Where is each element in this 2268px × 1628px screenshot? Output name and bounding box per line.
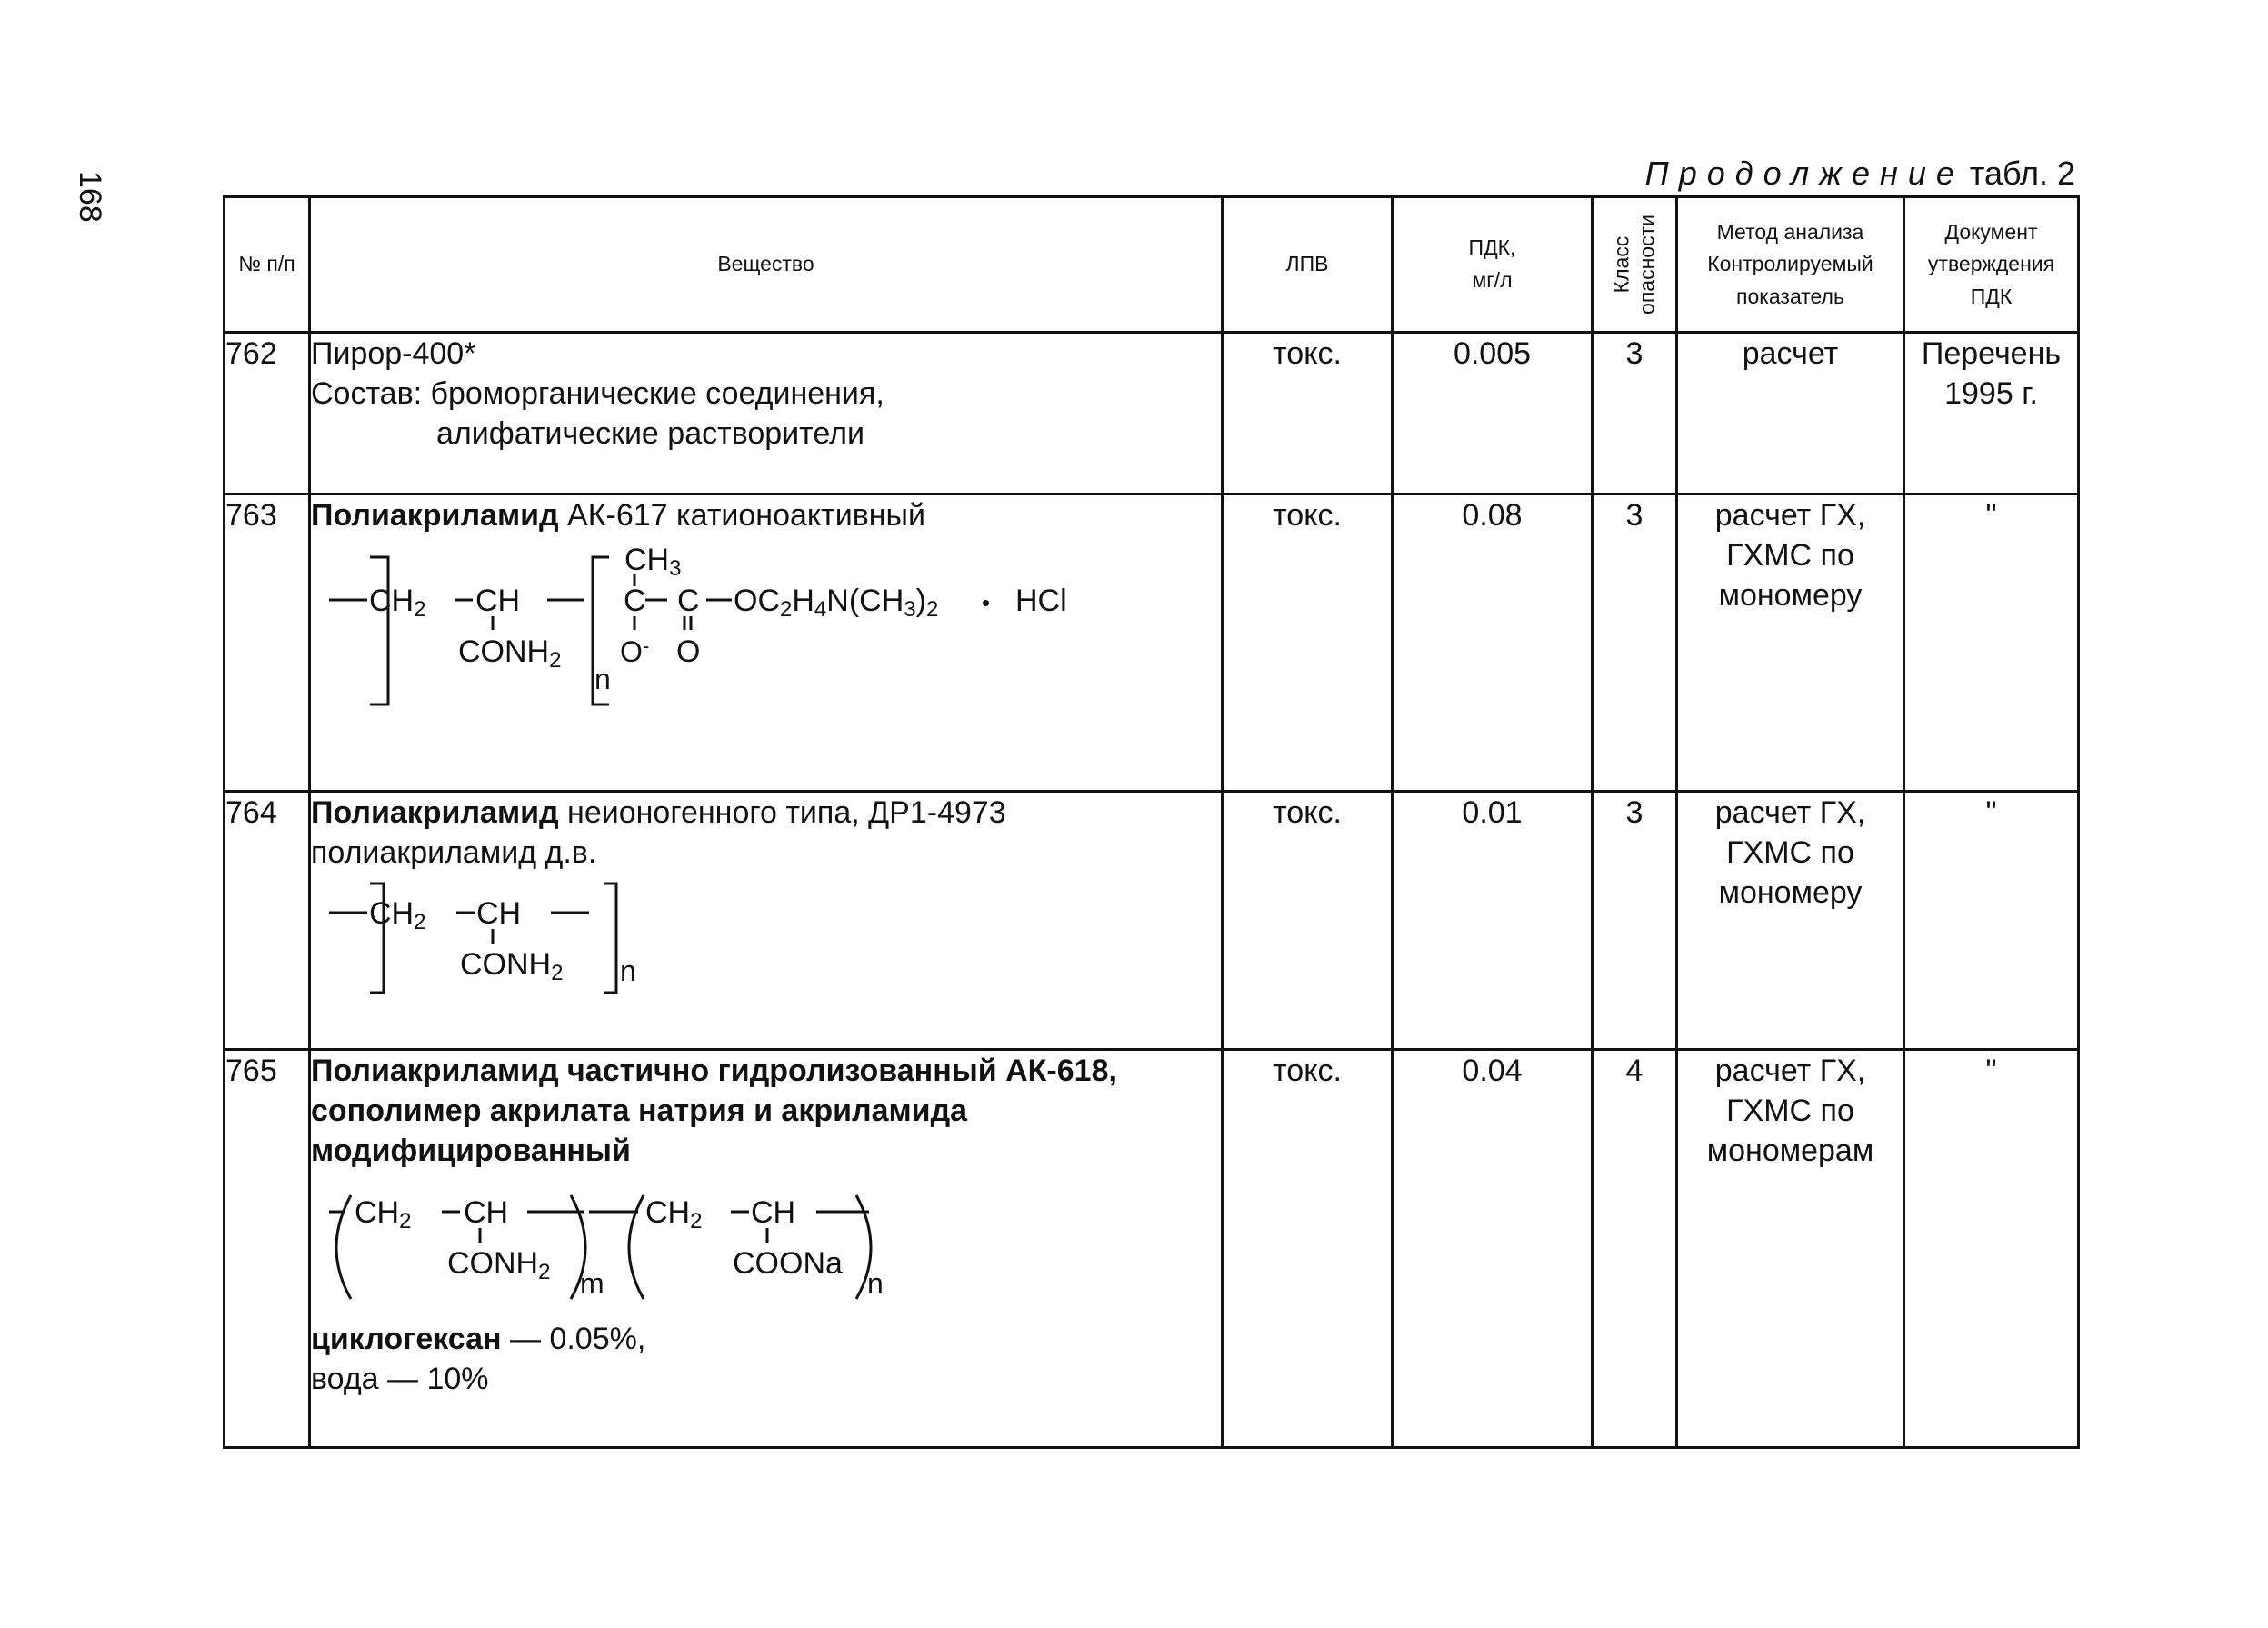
header-method-line2: Контролируемый — [1707, 252, 1873, 276]
formula-coona: COONa — [733, 1245, 843, 1281]
doc-cell: " — [1904, 494, 2079, 792]
substance-cell — [310, 333, 1223, 494]
method-line2: ГХМС по — [1726, 538, 1854, 574]
formula-m: m — [580, 1266, 604, 1300]
doc-cell: " — [1904, 792, 2079, 1050]
formula-conh2: CONH2 — [458, 634, 562, 674]
header-doc-line2: утверждения — [1927, 252, 2055, 276]
lpv-cell: токс. — [1223, 494, 1393, 792]
table-row-763 — [225, 494, 2079, 792]
substance-cell — [310, 792, 1223, 1050]
lpv-cell: токс. — [1223, 792, 1393, 1050]
header-substance: Вещество — [310, 197, 1223, 333]
substance-name-line1: Полиакриламид частично гидролизованный АК-618, — [311, 1054, 1117, 1088]
structural-formula-764 — [311, 876, 765, 1004]
header-doc — [1904, 197, 2079, 333]
substance-composition-line2: алифатические растворители — [436, 416, 864, 452]
header-doc-line3: ПДК — [1970, 284, 2013, 308]
class-cell: 3 — [1593, 792, 1677, 1050]
substance-name-bold: Полиакриламид — [311, 795, 559, 830]
formula-ch2b: CH2 — [645, 1194, 703, 1233]
formula-ch3: CH3 — [624, 543, 682, 582]
header-num: № п/п — [225, 197, 310, 333]
substance-extra1 — [311, 1319, 1221, 1359]
table-header-row — [225, 197, 2079, 333]
continuation-table-ref: табл. 2 — [1969, 155, 2075, 192]
method-cell — [1677, 494, 1904, 792]
method-line1: расчет ГХ, — [1714, 1054, 1866, 1088]
formula-ch2: CH2 — [369, 584, 426, 623]
formula-c1: C — [624, 584, 646, 619]
row-num: 763 — [225, 494, 310, 792]
substances-table — [223, 195, 2080, 1449]
method-line1: расчет ГХ, — [1714, 498, 1866, 533]
table-row-762 — [225, 333, 2079, 494]
header-class-line2: опасности — [1634, 215, 1658, 315]
formula-n: n — [867, 1266, 884, 1300]
formula-ch2: CH2 — [369, 896, 426, 935]
formula-ch: CH — [476, 896, 522, 932]
formula-tail: OC2H4N(CH3)2 — [734, 584, 939, 623]
table-continuation-caption — [1645, 155, 2075, 193]
method-cell: расчет — [1677, 333, 1904, 494]
structural-formula-763 — [311, 539, 1202, 734]
header-pdk-line2: мг/л — [1472, 268, 1513, 292]
substance-name — [311, 495, 1221, 535]
substance-cell — [310, 1050, 1223, 1448]
header-method-line1: Метод анализа — [1716, 219, 1864, 244]
doc-cell: " — [1904, 1050, 2079, 1448]
lpv-cell: токс. — [1223, 1050, 1393, 1448]
formula-ch: CH — [475, 584, 521, 619]
formula-dot: • — [982, 589, 991, 617]
formula-n: n — [594, 663, 611, 696]
substance-name-bold: Полиакриламид — [311, 498, 559, 533]
substance-name — [311, 793, 1221, 833]
formula-ch2a: CH2 — [355, 1194, 412, 1233]
page-number: 168 — [73, 171, 107, 223]
lpv-cell: токс. — [1223, 333, 1393, 494]
doc-line2: 1995 г. — [1944, 376, 2038, 412]
method-line2: ГХМС по — [1726, 1094, 1854, 1129]
pdk-cell: 0.04 — [1393, 1050, 1593, 1448]
substance-extra1-rest: — 0.05%, — [501, 1321, 646, 1356]
method-line1: расчет ГХ, — [1714, 795, 1866, 830]
formula-o: O — [676, 634, 701, 670]
row-num: 764 — [225, 792, 310, 1050]
header-class-line1: Класс — [1609, 235, 1634, 294]
doc-cell — [1904, 333, 2079, 494]
class-cell: 4 — [1593, 1050, 1677, 1448]
substance-name-line3: модифицированный — [311, 1134, 631, 1169]
method-cell — [1677, 1050, 1904, 1448]
header-method — [1677, 197, 1904, 333]
substance-name-line2: полиакриламид д.в. — [311, 835, 597, 871]
method-line2: ГХМС по — [1726, 835, 1854, 871]
doc-line1: Перечень — [1921, 336, 2062, 371]
header-pdk — [1393, 197, 1593, 333]
method-line3: мономерам — [1706, 1134, 1874, 1169]
substance-name-rest: неионогенного типа, ДР1-4973 — [558, 795, 1006, 830]
class-cell: 3 — [1593, 333, 1677, 494]
header-method-line3: показатель — [1736, 284, 1844, 308]
pdk-cell: 0.005 — [1393, 333, 1593, 494]
substance-extra1-bold: циклогексан — [311, 1321, 502, 1356]
formula-conh2: CONH2 — [447, 1245, 551, 1284]
formula-o-minus: O- — [620, 634, 650, 669]
substance-composition-line1: Состав: броморганические соединения, — [311, 376, 884, 412]
header-lpv: ЛПВ — [1223, 197, 1393, 333]
header-pdk-line1: ПДК, — [1468, 235, 1516, 260]
formula-chb: CH — [751, 1194, 796, 1230]
substance-extra2: вода — 10% — [311, 1361, 489, 1396]
formula-c2: C — [677, 584, 700, 619]
formula-cha: CH — [464, 1194, 509, 1230]
continuation-word: Продолжение — [1644, 155, 1964, 192]
substance-name: Пирор-400* — [311, 336, 476, 371]
substance-cell — [310, 494, 1223, 792]
substance-name-rest: АК-617 катионоактивный — [558, 498, 925, 533]
method-line3: мономеру — [1718, 578, 1863, 614]
row-num: 762 — [225, 333, 310, 494]
formula-n: n — [620, 954, 636, 988]
pdk-cell: 0.01 — [1393, 792, 1593, 1050]
class-cell: 3 — [1593, 494, 1677, 792]
substance-name-line2: сополимер акрилата натрия и акриламида — [311, 1094, 968, 1129]
formula-hcl: HCl — [1015, 584, 1067, 619]
method-cell — [1677, 792, 1904, 1050]
formula-conh2: CONH2 — [460, 947, 564, 986]
method-line3: мономеру — [1718, 875, 1863, 911]
structural-formula-765 — [311, 1175, 947, 1312]
pdk-cell: 0.08 — [1393, 494, 1593, 792]
header-class — [1593, 197, 1677, 333]
header-doc-line1: Документ — [1944, 219, 2038, 244]
table-row-764 — [225, 792, 2079, 1050]
row-num: 765 — [225, 1050, 310, 1448]
table-row-765 — [225, 1050, 2079, 1448]
